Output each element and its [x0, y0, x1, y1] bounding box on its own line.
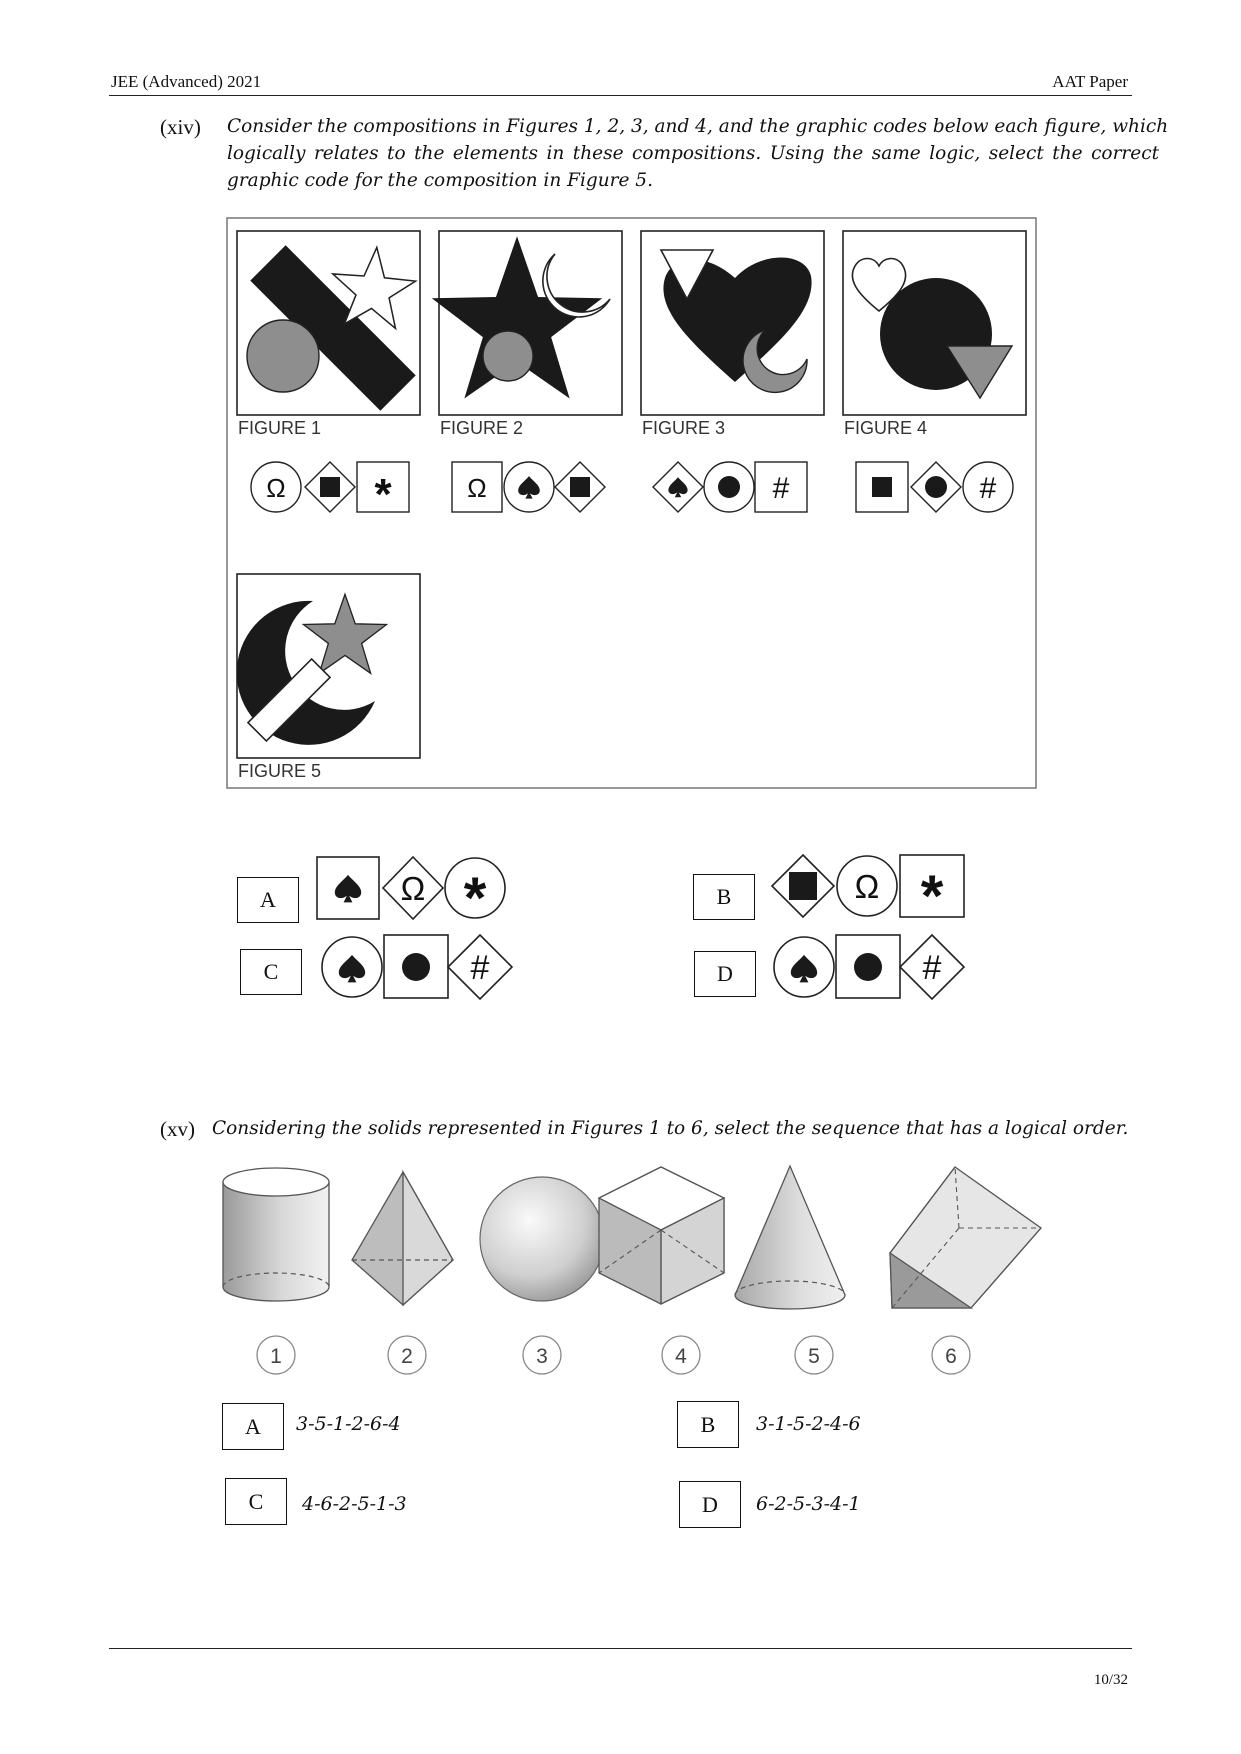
- solid-cube: [599, 1167, 724, 1304]
- option-c-box[interactable]: C: [240, 949, 302, 995]
- filled-square-symbol: [789, 872, 817, 900]
- solids-figure: [215, 1160, 1060, 1385]
- solid-number: 6: [945, 1345, 957, 1368]
- asterisk-symbol: *: [374, 470, 392, 519]
- solid-bipyramid: [352, 1172, 453, 1305]
- figure-label: FIGURE 3: [642, 418, 726, 438]
- graphic-code-1: [251, 462, 409, 519]
- option-b-box[interactable]: B: [693, 874, 755, 920]
- option-a-box[interactable]: A: [222, 1403, 284, 1450]
- filled-square-symbol: [320, 477, 340, 497]
- circle-shape: [483, 331, 533, 381]
- option-c-box[interactable]: C: [225, 1478, 287, 1525]
- figure-2: [432, 231, 622, 415]
- solid-number: 5: [808, 1345, 820, 1368]
- omega-symbol: Ω: [400, 870, 426, 907]
- option-d-box[interactable]: D: [679, 1481, 741, 1528]
- compositions-figure: [225, 216, 1038, 790]
- filled-circle-symbol: [854, 953, 882, 981]
- option-d-sequence[interactable]: 6-2-5-3-4-1: [756, 1493, 861, 1515]
- filled-circle-symbol: [925, 476, 947, 498]
- option-c-code[interactable]: [320, 932, 520, 1002]
- asterisk-symbol: *: [920, 864, 944, 922]
- option-b-box[interactable]: B: [677, 1401, 739, 1448]
- hash-symbol: #: [979, 472, 997, 505]
- option-b-sequence[interactable]: 3-1-5-2-4-6: [756, 1413, 861, 1435]
- question-text-xv: Considering the solids represented in Figures 1 to 6, select the sequence that has a logical order.: [212, 1118, 1129, 1139]
- asterisk-symbol: *: [463, 866, 487, 924]
- filled-circle-symbol: [718, 476, 740, 498]
- option-c-sequence[interactable]: 4-6-2-5-1-3: [302, 1493, 407, 1515]
- paper-name: AAT Paper: [1052, 72, 1128, 91]
- graphic-code-3: [653, 462, 807, 512]
- omega-symbol: Ω: [467, 473, 487, 503]
- graphic-code-4: [856, 462, 1013, 512]
- hash-symbol: #: [922, 949, 942, 987]
- page-number: 10/32: [1093, 1672, 1128, 1688]
- solid-sphere: [480, 1177, 604, 1301]
- figure-1: [237, 231, 420, 415]
- figure-label: FIGURE 1: [238, 418, 322, 438]
- filled-circle-symbol: [402, 953, 430, 981]
- option-b-code[interactable]: [770, 852, 970, 922]
- solid-number: 1: [270, 1345, 282, 1368]
- figure-label: FIGURE 2: [440, 418, 524, 438]
- option-d-box[interactable]: D: [694, 951, 756, 997]
- graphic-code-2: [452, 462, 605, 512]
- question-line: logically relates to the elements in these compositions. Using the same logic, select the correct: [227, 143, 1159, 164]
- solid-number-labels: [257, 1336, 970, 1374]
- figure-3: [641, 231, 824, 415]
- footer-rule: [109, 1648, 1132, 1649]
- solid-cylinder: [223, 1168, 329, 1301]
- header-rule: [109, 95, 1132, 96]
- solid-cone: [735, 1166, 845, 1309]
- option-d-code[interactable]: [772, 932, 972, 1002]
- question-number-xv: (xv): [160, 1117, 195, 1141]
- solid-number: 2: [401, 1345, 413, 1368]
- figure-label: FIGURE 4: [844, 418, 928, 438]
- question-text-xiv: [227, 113, 1169, 194]
- omega-symbol: Ω: [854, 868, 880, 905]
- question-line: Consider the compositions in Figures 1, 2, 3, and 4, and the graphic codes below each figure, which: [227, 116, 1169, 137]
- figure-4: [843, 231, 1026, 415]
- solid-number: 4: [675, 1345, 687, 1368]
- filled-square-symbol: [872, 477, 892, 497]
- question-number-xiv: (xiv): [160, 115, 201, 139]
- hash-symbol: #: [470, 949, 490, 987]
- option-a-code[interactable]: [315, 854, 520, 924]
- figure-5: [237, 574, 420, 758]
- filled-square-symbol: [570, 477, 590, 497]
- solid-number: 3: [536, 1345, 548, 1368]
- solid-prism: [890, 1167, 1041, 1308]
- exam-title: JEE (Advanced) 2021: [111, 72, 262, 91]
- question-line: graphic code for the composition in Figure 5.: [227, 170, 653, 191]
- circle-shape: [247, 320, 319, 392]
- omega-symbol: Ω: [266, 473, 286, 503]
- option-a-sequence[interactable]: 3-5-1-2-6-4: [296, 1413, 401, 1435]
- figure-label: FIGURE 5: [238, 761, 322, 781]
- hash-symbol: #: [772, 472, 790, 505]
- option-a-box[interactable]: A: [237, 877, 299, 923]
